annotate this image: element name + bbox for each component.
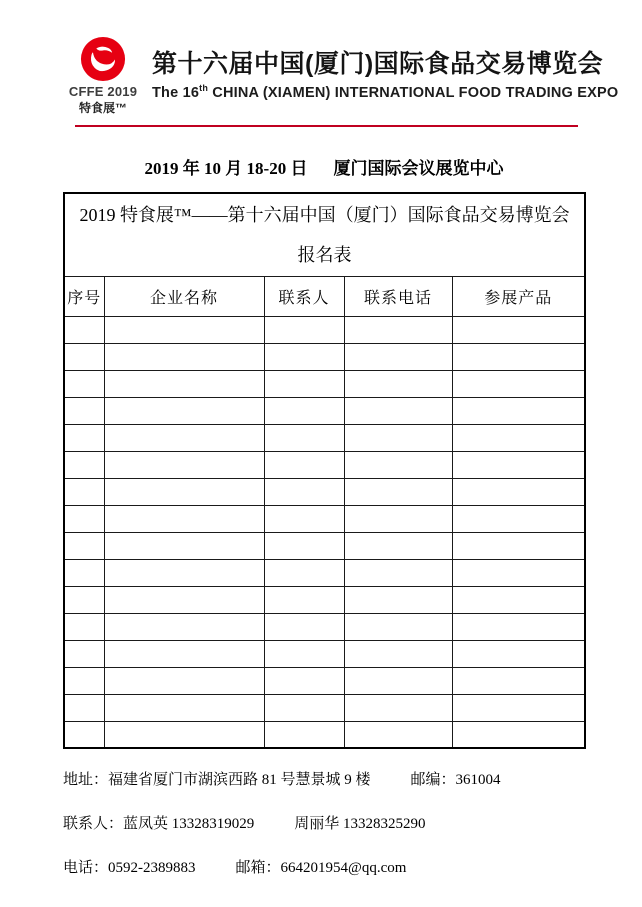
empty-form-cell[interactable]	[452, 424, 585, 451]
empty-form-cell[interactable]	[264, 316, 344, 343]
table-title-row	[64, 193, 585, 276]
table-row	[64, 316, 585, 343]
empty-form-cell[interactable]	[264, 424, 344, 451]
table-row	[64, 694, 585, 721]
event-date: 2019 年 10 月 18-20 日	[144, 159, 308, 178]
empty-form-cell[interactable]	[264, 505, 344, 532]
empty-form-cell[interactable]	[344, 316, 452, 343]
empty-form-cell[interactable]	[344, 667, 452, 694]
footer-contact-1: 联系人：蓝凤英 13328319029	[63, 816, 255, 832]
empty-form-cell[interactable]	[104, 532, 264, 559]
logo-subbrand-text: 特食展™	[78, 101, 127, 115]
empty-form-cell[interactable]	[64, 451, 104, 478]
empty-form-cell[interactable]	[344, 694, 452, 721]
empty-form-cell[interactable]	[452, 694, 585, 721]
empty-form-cell[interactable]	[104, 640, 264, 667]
empty-form-cell[interactable]	[344, 640, 452, 667]
empty-form-cell[interactable]	[104, 370, 264, 397]
empty-form-cell[interactable]	[104, 721, 264, 748]
cffe-logo-icon	[80, 36, 126, 82]
footer-address-line	[63, 768, 585, 789]
empty-form-cell[interactable]	[64, 370, 104, 397]
expo-title-en-ordinal: th	[199, 83, 209, 93]
empty-form-cell[interactable]	[344, 721, 452, 748]
column-header-index: 序号	[64, 276, 104, 316]
table-row	[64, 532, 585, 559]
date-venue-line	[63, 154, 585, 179]
expo-title-zh: 第十六届中国(厦门)国际食品交易博览会	[152, 50, 604, 78]
column-header-contact: 联系人	[264, 276, 344, 316]
empty-form-cell[interactable]	[64, 721, 104, 748]
footer-address: 地址：福建省厦门市湖滨西路 81 号慧景城 9 楼	[63, 772, 371, 788]
empty-form-cell[interactable]	[344, 478, 452, 505]
header	[0, 0, 642, 116]
empty-form-cell[interactable]	[452, 316, 585, 343]
empty-form-cell[interactable]	[264, 397, 344, 424]
empty-form-cell[interactable]	[104, 559, 264, 586]
empty-form-cell[interactable]	[64, 316, 104, 343]
column-header-phone: 联系电话	[344, 276, 452, 316]
empty-form-cell[interactable]	[64, 559, 104, 586]
empty-form-cell[interactable]	[64, 667, 104, 694]
registration-form-table	[63, 192, 586, 749]
empty-form-cell[interactable]	[452, 532, 585, 559]
empty-form-cell[interactable]	[452, 559, 585, 586]
empty-form-cell[interactable]	[452, 586, 585, 613]
empty-form-cell[interactable]	[264, 451, 344, 478]
footer-phone-email-line	[63, 856, 585, 877]
table-row	[64, 613, 585, 640]
empty-form-cell[interactable]	[104, 451, 264, 478]
table-row	[64, 667, 585, 694]
empty-form-cell[interactable]	[344, 559, 452, 586]
empty-form-cell[interactable]	[264, 613, 344, 640]
empty-form-cell[interactable]	[64, 586, 104, 613]
empty-form-cell[interactable]	[64, 532, 104, 559]
empty-form-cell[interactable]	[264, 586, 344, 613]
form-title-line1: 2019 特食展™——第十六届中国（厦门）国际食品交易博览会	[79, 204, 570, 225]
empty-form-cell[interactable]	[104, 505, 264, 532]
empty-form-cell[interactable]	[264, 559, 344, 586]
footer-contact-2: 周丽华 13328325290	[294, 816, 426, 832]
footer-phone: 电话：0592-2389883	[63, 860, 196, 876]
table-title-cell	[64, 193, 585, 276]
empty-form-cell[interactable]	[64, 613, 104, 640]
empty-form-cell[interactable]	[264, 694, 344, 721]
empty-form-cell[interactable]	[104, 667, 264, 694]
empty-form-cell[interactable]	[264, 532, 344, 559]
empty-form-cell[interactable]	[344, 532, 452, 559]
title-block	[142, 36, 618, 101]
table-row	[64, 586, 585, 613]
expo-title-en-prefix: The 16	[152, 84, 200, 101]
empty-form-cell[interactable]	[344, 613, 452, 640]
empty-form-cell[interactable]	[104, 316, 264, 343]
empty-form-cell[interactable]	[344, 397, 452, 424]
table-row	[64, 397, 585, 424]
empty-form-cell[interactable]	[344, 370, 452, 397]
empty-form-cell[interactable]	[104, 478, 264, 505]
empty-form-cell[interactable]	[264, 370, 344, 397]
empty-form-cell[interactable]	[104, 613, 264, 640]
footer-postcode: 邮编：361004	[410, 772, 501, 788]
empty-form-cell[interactable]	[344, 451, 452, 478]
column-header-company: 企业名称	[104, 276, 264, 316]
empty-form-cell[interactable]	[452, 343, 585, 370]
empty-form-cell[interactable]	[264, 640, 344, 667]
empty-form-cell[interactable]	[344, 343, 452, 370]
empty-form-cell[interactable]	[64, 694, 104, 721]
empty-form-cell[interactable]	[452, 451, 585, 478]
column-header-products: 参展产品	[452, 276, 585, 316]
empty-form-cell[interactable]	[64, 505, 104, 532]
table-row	[64, 451, 585, 478]
table-row	[64, 478, 585, 505]
empty-form-cell[interactable]	[344, 505, 452, 532]
logo-block	[64, 36, 142, 116]
table-row	[64, 370, 585, 397]
empty-form-cell[interactable]	[104, 586, 264, 613]
empty-form-cell[interactable]	[452, 397, 585, 424]
empty-form-cell[interactable]	[452, 640, 585, 667]
event-venue: 厦门国际会议展览中心	[333, 159, 504, 178]
table-row	[64, 505, 585, 532]
empty-form-cell[interactable]	[64, 424, 104, 451]
table-row	[64, 640, 585, 667]
empty-form-cell[interactable]	[104, 694, 264, 721]
empty-form-cell[interactable]	[264, 721, 344, 748]
footer	[63, 768, 585, 877]
empty-form-cell[interactable]	[64, 640, 104, 667]
expo-title-en	[152, 83, 618, 101]
empty-form-cell[interactable]	[64, 397, 104, 424]
empty-form-cell[interactable]	[452, 370, 585, 397]
logo-brand-text: CFFE 2019	[68, 84, 138, 99]
form-title-line2: 报名表	[297, 244, 352, 265]
empty-form-cell[interactable]	[104, 397, 264, 424]
empty-form-cell[interactable]	[264, 667, 344, 694]
empty-form-cell[interactable]	[452, 613, 585, 640]
empty-form-cell[interactable]	[452, 667, 585, 694]
table-row	[64, 424, 585, 451]
empty-form-cell[interactable]	[344, 424, 452, 451]
table-row	[64, 721, 585, 748]
expo-title-en-suffix: CHINA (XIAMEN) INTERNATIONAL FOOD TRADING EXPO	[208, 84, 619, 101]
table-header-row	[64, 276, 585, 316]
empty-form-cell[interactable]	[104, 424, 264, 451]
empty-form-cell[interactable]	[452, 721, 585, 748]
empty-form-cell[interactable]	[344, 586, 452, 613]
table-row	[64, 343, 585, 370]
empty-form-cell[interactable]	[64, 343, 104, 370]
red-divider-line	[75, 125, 578, 127]
empty-form-cell[interactable]	[264, 478, 344, 505]
table-row	[64, 559, 585, 586]
empty-form-cell[interactable]	[104, 343, 264, 370]
empty-form-cell[interactable]	[64, 478, 104, 505]
footer-contacts-line	[63, 812, 585, 833]
footer-email: 邮箱：664201954@qq.com	[235, 860, 407, 876]
empty-form-cell[interactable]	[452, 505, 585, 532]
empty-form-cell[interactable]	[264, 343, 344, 370]
empty-form-cell[interactable]	[452, 478, 585, 505]
